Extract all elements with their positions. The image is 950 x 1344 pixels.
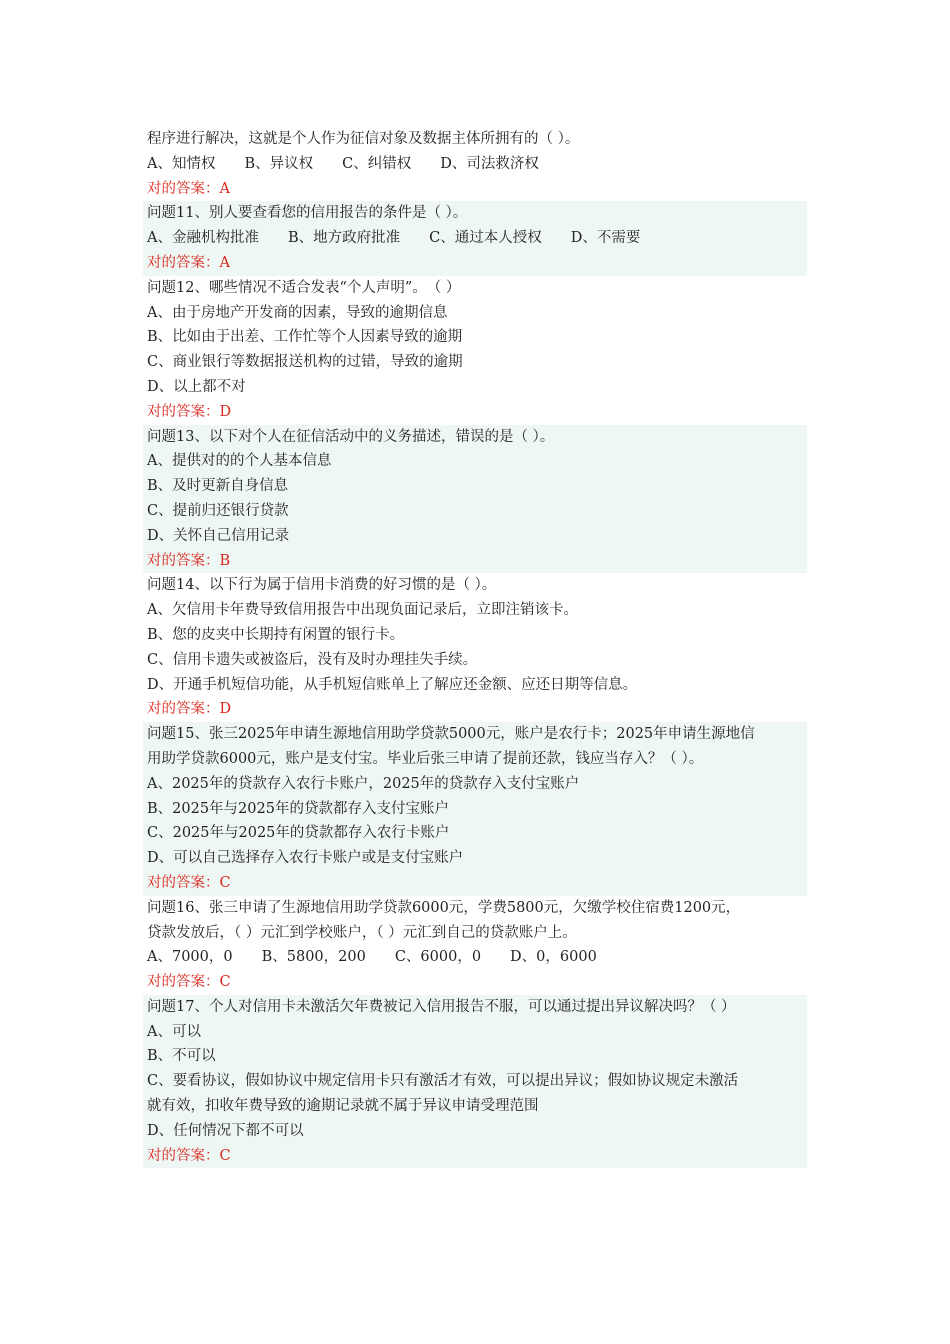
correct-answer: 对的答案：A	[147, 254, 230, 271]
correct-answer: 对的答案：C	[147, 1147, 231, 1164]
option-d: D、可以自己选择存入农行卡账户或是支付宝账户	[147, 850, 464, 867]
question-list	[143, 127, 807, 1168]
option-c-line-2: 就有效，扣收年费导致的逾期记录就不属于异议申请受理范围	[147, 1098, 539, 1115]
option-c: C、商业银行等数据报送机构的过错，导致的逾期	[147, 354, 463, 371]
option-c-line-1: C、要看协议，假如协议中规定信用卡只有激活才有效，可以提出异议；假如协议规定未激活	[147, 1073, 739, 1090]
question-block-17	[143, 995, 807, 1169]
option-b: B、不可以	[147, 1048, 216, 1065]
option-a: A、提供对的的个人基本信息	[147, 453, 332, 470]
option-b: B、您的皮夹中长期持有闲置的银行卡。	[147, 626, 405, 643]
option-c: C、2025年与2025年的贷款都存入农行卡账户	[147, 825, 450, 842]
question-stem: 程序进行解决，这就是个人作为征信对象及数据主体所拥有的（ ）。	[147, 131, 580, 147]
question-stem-line-1: 问题15、张三2025年申请生源地信用助学贷款5000元，账户是农行卡；2025年申请生源地信	[147, 726, 755, 743]
question-stem-line-2: 用助学贷款6000元，账户是支付宝。毕业后张三申请了提前还款，钱应当存入？（ ）。	[147, 750, 704, 767]
question-stem: 问题17、个人对信用卡未激活欠年费被记入信用报告不服，可以通过提出异议解决吗？（ ）	[147, 998, 736, 1015]
question-options: A、金融机构批准 B、地方政府批准 C、通过本人授权 D、不需要	[147, 230, 641, 247]
option-d: D、任何情况下都不可以	[147, 1122, 304, 1139]
question-stem-line-2: 贷款发放后，（ ）元汇到学校账户，（ ）元汇到自己的贷款账户上。	[147, 924, 577, 941]
question-block-14	[143, 573, 807, 722]
question-options: A、7000，0 B、5800，200 C、6000，0 D、0，6000	[147, 949, 597, 966]
option-d: D、关怀自己信用记录	[147, 527, 290, 544]
question-options: A、知情权 B、异议权 C、纠错权 D、司法救济权	[147, 155, 539, 172]
option-c: C、信用卡遗失或被盗后，没有及时办理挂失手续。	[147, 651, 478, 668]
question-block-12	[143, 276, 807, 425]
question-block-15	[143, 722, 807, 896]
question-stem: 问题14、以下行为属于信用卡消费的好习惯的是（ ）。	[147, 577, 497, 594]
option-a: A、2025年的贷款存入农行卡账户，2025年的贷款存入支付宝账户	[147, 775, 580, 792]
question-block-10	[143, 127, 807, 201]
question-stem-line-1: 问题16、张三申请了生源地信用助学贷款6000元，学费5800元，欠缴学校住宿费1200元，	[147, 899, 741, 916]
option-c: C、提前归还银行贷款	[147, 502, 289, 519]
question-stem: 问题12、哪些情况不适合发表“个人声明”。 （ ）	[147, 279, 461, 296]
correct-answer: 对的答案：C	[147, 874, 231, 891]
option-d: D、以上都不对	[147, 378, 246, 395]
option-b: B、及时更新自身信息	[147, 478, 289, 495]
question-block-16	[143, 896, 807, 995]
correct-answer: 对的答案：D	[147, 403, 232, 420]
question-block-13	[143, 425, 807, 574]
option-b: B、比如由于出差、工作忙等个人因素导致的逾期	[147, 329, 463, 346]
question-stem: 问题13、以下对个人在征信活动中的义务描述，错误的是（ ）。	[147, 428, 555, 445]
option-d: D、开通手机短信功能，从手机短信账单上了解应还金额、应还日期等信息。	[147, 676, 638, 693]
correct-answer: 对的答案：A	[147, 180, 230, 197]
question-stem: 问题11、别人要查看您的信用报告的条件是（ ）。	[147, 205, 468, 222]
option-a: A、由于房地产开发商的因素，导致的逾期信息	[147, 304, 448, 321]
option-a: A、欠信用卡年费导致信用报告中出现负面记录后，立即注销该卡。	[147, 602, 578, 619]
correct-answer: 对的答案：B	[147, 552, 231, 569]
correct-answer: 对的答案：C	[147, 974, 231, 991]
option-b: B、2025年与2025年的贷款都存入支付宝账户	[147, 800, 449, 817]
correct-answer: 对的答案：D	[147, 701, 232, 718]
option-a: A、可以	[147, 1023, 201, 1040]
question-block-11	[143, 201, 807, 275]
